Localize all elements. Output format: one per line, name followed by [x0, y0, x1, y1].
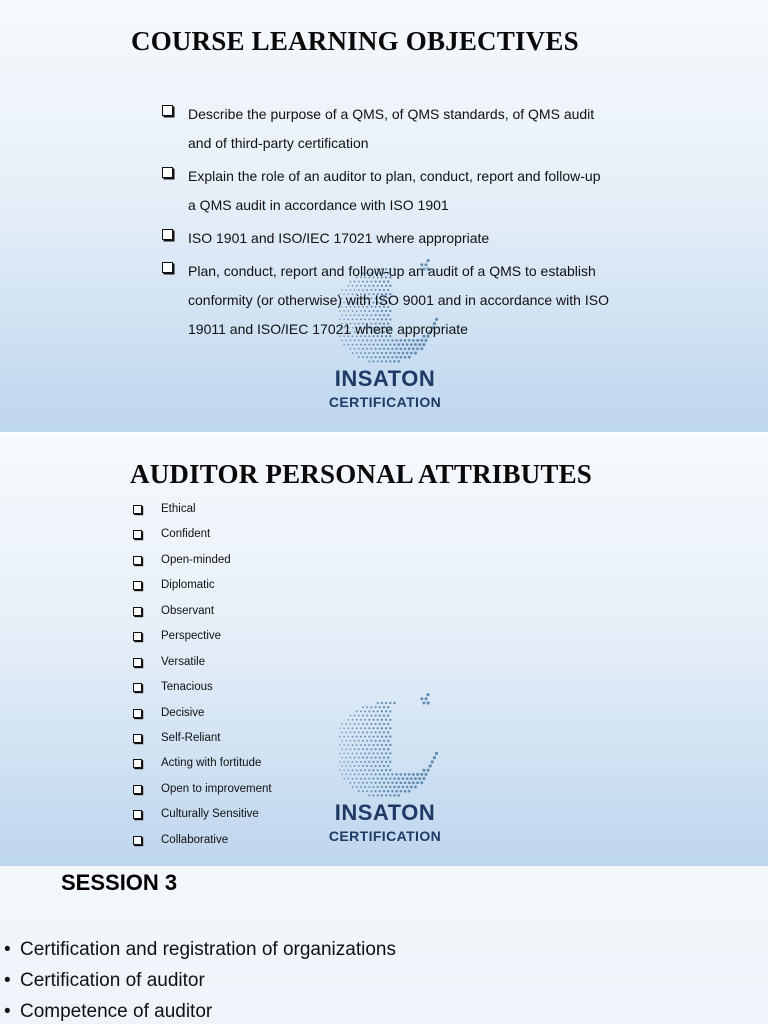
slide-auditor-personal-attributes	[0, 434, 768, 866]
item-text: Open-minded	[161, 553, 231, 566]
bullet-icon: •	[4, 1001, 11, 1022]
item-text: Culturally Sensitive	[161, 808, 259, 821]
list-item	[131, 650, 272, 675]
list-item	[4, 996, 396, 1024]
checkbox-bullet-icon	[133, 810, 142, 819]
item-text: Certification and registration of organizations	[20, 939, 396, 960]
checkbox-bullet-icon	[133, 785, 142, 794]
list-item	[131, 548, 272, 573]
item-line: Plan, conduct, report and follow-up an audit of a QMS to establish	[188, 263, 596, 279]
item-text: Perspective	[161, 630, 222, 643]
checkbox-bullet-icon	[133, 632, 142, 641]
page-title: COURSE LEARNING OBJECTIVES	[131, 26, 579, 56]
list-item	[160, 162, 640, 220]
checkbox-bullet-icon	[162, 229, 173, 240]
list-item	[160, 224, 640, 253]
checkbox-bullet-icon	[133, 581, 142, 590]
slide-course-learning-objectives	[0, 0, 768, 432]
checkbox-bullet-icon	[133, 734, 142, 743]
list-item	[131, 522, 272, 547]
item-text: Observant	[161, 604, 215, 617]
item-line: 19011 and ISO/IEC 17021 where appropriate	[188, 321, 468, 337]
list-item	[4, 965, 396, 996]
list-item	[160, 100, 640, 158]
checkbox-bullet-icon	[133, 556, 142, 565]
list-item	[4, 934, 396, 965]
insaton-logo	[300, 682, 470, 852]
item-line: and of third-party certification	[188, 135, 369, 151]
session-topics-list	[4, 934, 396, 1024]
item-text: Acting with fortitude	[161, 757, 262, 770]
list-item	[131, 624, 272, 649]
droplet-logo-icon	[300, 682, 470, 802]
objectives-list	[160, 100, 640, 348]
item-text: Certification of auditor	[20, 970, 205, 991]
item-text: Versatile	[161, 655, 206, 668]
item-text: Confident	[161, 528, 211, 541]
page-title: AUDITOR PERSONAL ATTRIBUTES	[130, 459, 593, 489]
checkbox-bullet-icon	[133, 836, 142, 845]
list-item	[131, 828, 272, 853]
checkbox-bullet-icon	[133, 658, 142, 667]
list-item	[131, 751, 272, 776]
list-item	[131, 599, 272, 624]
list-item	[131, 573, 272, 598]
checkbox-bullet-icon	[162, 167, 173, 178]
checkbox-bullet-icon	[133, 683, 142, 692]
slide-session-3	[0, 866, 768, 1024]
item-text: Diplomatic	[161, 579, 215, 592]
bullet-icon: •	[4, 939, 11, 960]
list-item	[160, 257, 640, 344]
item-text: Decisive	[161, 706, 205, 719]
item-text: Ethical	[161, 503, 196, 515]
checkbox-bullet-icon	[133, 530, 142, 539]
attributes-list	[131, 497, 272, 853]
logo-subtitle: CERTIFICATION	[328, 828, 442, 844]
item-text: Collaborative	[161, 833, 229, 846]
logo-name: INSATON	[334, 800, 436, 825]
item-text: Tenacious	[161, 681, 213, 694]
list-item	[131, 777, 272, 802]
logo-name: INSATON	[334, 366, 436, 391]
list-item	[131, 701, 272, 726]
item-line: Describe the purpose of a QMS, of QMS standards, of QMS audit	[188, 106, 595, 122]
item-line: ISO 1901 and ISO/IEC 17021 where appropriate	[188, 230, 490, 246]
list-item	[131, 497, 272, 522]
item-line: a QMS audit in accordance with ISO 1901	[188, 197, 449, 213]
logo-subtitle: CERTIFICATION	[328, 394, 442, 410]
list-item	[131, 675, 272, 700]
checkbox-bullet-icon	[162, 105, 173, 116]
item-text: Competence of auditor	[20, 1001, 213, 1022]
item-text: Self-Reliant	[161, 731, 221, 744]
session-title: SESSION 3	[61, 870, 178, 895]
item-text: Open to improvement	[161, 782, 272, 795]
checkbox-bullet-icon	[133, 607, 142, 616]
item-line: Explain the role of an auditor to plan, conduct, report and follow-up	[188, 168, 601, 184]
checkbox-bullet-icon	[162, 262, 173, 273]
checkbox-bullet-icon	[133, 505, 142, 514]
item-line: conformity (or otherwise) with ISO 9001 and in accordance with ISO	[188, 292, 609, 308]
checkbox-bullet-icon	[133, 759, 142, 768]
bullet-icon: •	[4, 970, 11, 991]
list-item	[131, 726, 272, 751]
checkbox-bullet-icon	[133, 709, 142, 718]
list-item	[131, 802, 272, 827]
